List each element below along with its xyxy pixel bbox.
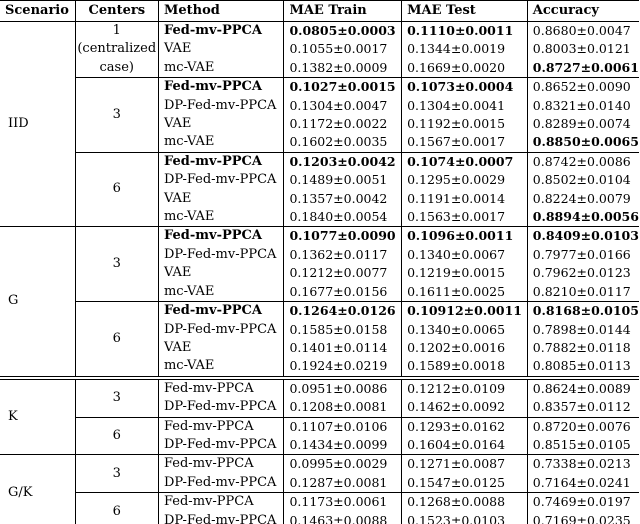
method-cell: VAE <box>158 190 283 208</box>
accuracy-cell: 0.8224±0.0079 <box>532 190 631 206</box>
table-row <box>0 493 639 512</box>
mae-test-cell: 0.1271±0.0087 <box>402 455 528 474</box>
method-cell: mc-VAE <box>158 357 283 377</box>
accuracy-cell: 0.7338±0.0213 <box>527 455 639 474</box>
method-cell: Fed-mv-PPCA <box>158 455 283 474</box>
method-cell: VAE <box>158 339 283 357</box>
mae-test-cell: 0.1567±0.0017 <box>402 133 528 152</box>
accuracy-cell: 0.8321±0.0140 <box>532 97 631 113</box>
mae-train-cell: 0.1489±0.0051 <box>284 171 402 189</box>
centers-cell <box>75 455 158 493</box>
mae-test-cell: 0.1604±0.0164 <box>402 436 528 455</box>
mae-test-cell: 0.1073±0.0004 <box>402 78 528 97</box>
accuracy-cell: 0.8409±0.0103 <box>527 227 639 246</box>
accuracy-cell: 0.8168±0.0105 <box>527 302 639 321</box>
mae-train-cell: 0.1362±0.0117 <box>284 246 402 264</box>
centers-cell <box>75 227 158 302</box>
mae-train-cell: 0.1585±0.0158 <box>284 321 402 339</box>
method-cell: mc-VAE <box>158 208 283 227</box>
centers-line: 6 <box>112 330 121 346</box>
method-cell: Fed-mv-PPCA <box>158 22 283 41</box>
mae-train-cell: 0.1172±0.0022 <box>284 115 402 133</box>
centers-line: 3 <box>112 465 121 481</box>
method-cell: mc-VAE <box>158 59 283 78</box>
mae-train-cell: 0.1401±0.0114 <box>284 339 402 357</box>
accuracy-cell: 0.8720±0.0076 <box>527 417 639 436</box>
mae-test-cell: 0.1589±0.0018 <box>402 357 528 377</box>
accuracy-cell: 0.8894±0.0056 <box>532 209 639 225</box>
mae-test-cell: 0.1110±0.0011 <box>402 22 528 41</box>
accuracy-cell: 0.8289±0.0074 <box>532 116 631 132</box>
accuracy-cell: 0.7164±0.0241 <box>532 474 631 490</box>
centers-line: 1 <box>112 23 121 38</box>
centers-line: 6 <box>112 181 121 197</box>
mae-train-cell: 0.1173±0.0061 <box>284 493 402 512</box>
mae-train-cell: 0.1463±0.0088 <box>284 512 402 524</box>
method-cell: DP-Fed-mv-PPCA <box>158 512 283 524</box>
accuracy-cell: 0.8727±0.0061 <box>532 59 639 75</box>
scenario-cell: G/K <box>0 455 75 524</box>
accuracy-cell: 0.8515±0.0105 <box>532 436 631 452</box>
mae-train-cell: 0.1840±0.0054 <box>284 208 402 227</box>
centers-line: 3 <box>112 389 121 405</box>
mae-train-cell: 0.1203±0.0042 <box>284 152 402 171</box>
accuracy-cell: 0.8850±0.0065 <box>532 134 639 150</box>
accuracy-cell: 0.8502±0.0104 <box>532 172 631 188</box>
mae-test-cell: 0.1096±0.0011 <box>402 227 528 246</box>
mae-train-cell: 0.1208±0.0081 <box>284 398 402 417</box>
method-cell: DP-Fed-mv-PPCA <box>158 97 283 115</box>
accuracy-cell: 0.8680±0.0047 <box>527 22 639 41</box>
mae-train-cell: 0.1027±0.0015 <box>284 78 402 97</box>
table-row <box>0 227 639 246</box>
mae-test-cell: 0.1611±0.0025 <box>402 283 528 302</box>
mae-train-cell: 0.1602±0.0035 <box>284 133 402 152</box>
mae-test-cell: 0.1212±0.0109 <box>402 378 528 398</box>
method-cell: VAE <box>158 264 283 282</box>
accuracy-cell: 0.8742±0.0086 <box>527 152 639 171</box>
accuracy-cell: 0.7469±0.0197 <box>527 493 639 512</box>
centers-line: 6 <box>112 427 121 443</box>
mae-test-cell: 0.10912±0.0011 <box>402 302 528 321</box>
mae-test-cell: 0.1202±0.0016 <box>402 339 528 357</box>
mae-test-cell: 0.1547±0.0125 <box>402 474 528 493</box>
accuracy-cell: 0.7977±0.0166 <box>532 246 631 262</box>
method-cell: Fed-mv-PPCA <box>158 417 283 436</box>
accuracy-cell: 0.8003±0.0121 <box>532 41 631 57</box>
method-cell: DP-Fed-mv-PPCA <box>158 321 283 339</box>
mae-train-cell: 0.1287±0.0081 <box>284 474 402 493</box>
method-cell: DP-Fed-mv-PPCA <box>158 171 283 189</box>
centers-cell <box>75 22 158 78</box>
method-cell: VAE <box>158 115 283 133</box>
centers-cell <box>75 417 158 455</box>
table-row <box>0 417 639 436</box>
mae-train-cell: 0.1924±0.0219 <box>284 357 402 377</box>
accuracy-cell: 0.8652±0.0090 <box>527 78 639 97</box>
centers-cell <box>75 302 158 378</box>
accuracy-cell: 0.7882±0.0118 <box>532 339 631 355</box>
accuracy-cell: 0.8624±0.0089 <box>527 378 639 398</box>
method-cell: mc-VAE <box>158 283 283 302</box>
table-row <box>0 152 639 171</box>
mae-test-cell: 0.1295±0.0029 <box>402 171 528 189</box>
mae-test-cell: 0.1563±0.0017 <box>402 208 528 227</box>
header-scenario: Scenario <box>0 1 75 22</box>
mae-test-cell: 0.1340±0.0067 <box>402 246 528 264</box>
mae-test-cell: 0.1340±0.0065 <box>402 321 528 339</box>
scenario-cell: G <box>0 227 75 378</box>
mae-train-cell: 0.1357±0.0042 <box>284 190 402 208</box>
accuracy-cell: 0.8210±0.0117 <box>532 283 631 299</box>
mae-test-cell: 0.1074±0.0007 <box>402 152 528 171</box>
mae-test-cell: 0.1523±0.0103 <box>402 512 528 524</box>
mae-train-cell: 0.1677±0.0156 <box>284 283 402 302</box>
accuracy-cell: 0.8085±0.0113 <box>532 358 631 374</box>
accuracy-cell: 0.7169±0.0235 <box>527 512 639 524</box>
centers-cell <box>75 152 158 227</box>
mae-test-cell: 0.1304±0.0041 <box>402 97 528 115</box>
header-method: Method <box>158 1 283 22</box>
mae-train-cell: 0.0805±0.0003 <box>284 22 402 41</box>
method-cell: Fed-mv-PPCA <box>158 78 283 97</box>
header-mae-test: MAE Test <box>402 1 528 22</box>
mae-test-cell: 0.1191±0.0014 <box>402 190 528 208</box>
centers-cell <box>75 493 158 524</box>
accuracy-cell: 0.7962±0.0123 <box>532 265 631 281</box>
scenario-cell: K <box>0 378 75 455</box>
table-row <box>0 22 639 41</box>
method-cell: DP-Fed-mv-PPCA <box>158 398 283 417</box>
table-row <box>0 78 639 97</box>
mae-train-cell: 0.1212±0.0077 <box>284 264 402 282</box>
method-cell: Fed-mv-PPCA <box>158 378 283 398</box>
scenario-cell: IID <box>0 22 75 227</box>
mae-train-cell: 0.0995±0.0029 <box>284 455 402 474</box>
method-cell: VAE <box>158 40 283 58</box>
table-row <box>0 302 639 321</box>
centers-line: (centralized <box>77 41 157 57</box>
header-accuracy: Accuracy <box>527 1 639 22</box>
mae-test-cell: 0.1669±0.0020 <box>402 59 528 78</box>
centers-line: case) <box>99 59 134 75</box>
mae-test-cell: 0.1219±0.0015 <box>402 264 528 282</box>
mae-test-cell: 0.1268±0.0088 <box>402 493 528 512</box>
method-cell: DP-Fed-mv-PPCA <box>158 436 283 455</box>
centers-line: 6 <box>112 503 121 519</box>
header-row <box>0 1 639 22</box>
accuracy-cell: 0.8357±0.0112 <box>532 399 631 415</box>
table-row <box>0 455 639 474</box>
method-cell: Fed-mv-PPCA <box>158 227 283 246</box>
method-cell: Fed-mv-PPCA <box>158 302 283 321</box>
mae-train-cell: 0.1304±0.0047 <box>284 97 402 115</box>
mae-train-cell: 0.1382±0.0009 <box>284 59 402 78</box>
mae-test-cell: 0.1462±0.0092 <box>402 398 528 417</box>
mae-test-cell: 0.1344±0.0019 <box>402 40 528 58</box>
mae-train-cell: 0.0951±0.0086 <box>284 378 402 398</box>
method-cell: Fed-mv-PPCA <box>158 493 283 512</box>
mae-train-cell: 0.1434±0.0099 <box>284 436 402 455</box>
centers-cell <box>75 78 158 153</box>
centers-cell <box>75 378 158 417</box>
header-centers: Centers <box>75 1 158 22</box>
method-cell: Fed-mv-PPCA <box>158 152 283 171</box>
mae-train-cell: 0.1264±0.0126 <box>284 302 402 321</box>
mae-train-cell: 0.1055±0.0017 <box>284 40 402 58</box>
method-cell: DP-Fed-mv-PPCA <box>158 246 283 264</box>
centers-line: 3 <box>112 106 121 122</box>
method-cell: mc-VAE <box>158 133 283 152</box>
mae-test-cell: 0.1293±0.0162 <box>402 417 528 436</box>
table-row <box>0 378 639 398</box>
header-mae-train: MAE Train <box>284 1 402 22</box>
accuracy-cell: 0.7898±0.0144 <box>532 321 631 337</box>
mae-train-cell: 0.1077±0.0090 <box>284 227 402 246</box>
method-cell: DP-Fed-mv-PPCA <box>158 474 283 493</box>
centers-line: 3 <box>112 256 121 272</box>
mae-train-cell: 0.1107±0.0106 <box>284 417 402 436</box>
mae-test-cell: 0.1192±0.0015 <box>402 115 528 133</box>
